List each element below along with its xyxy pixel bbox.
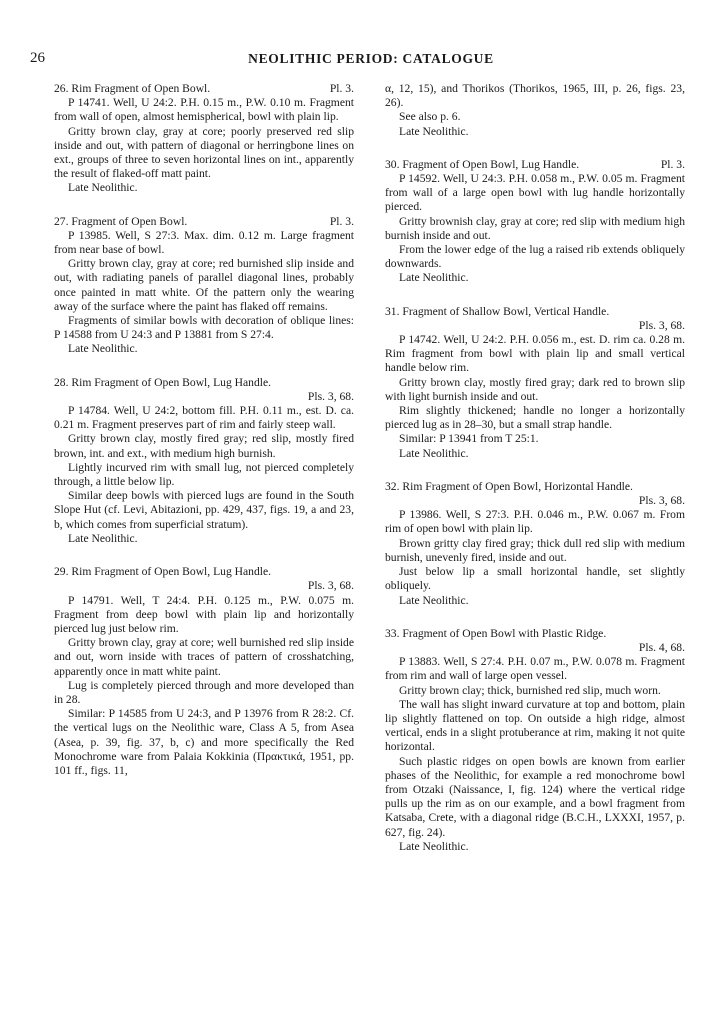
plate-ref: Pl. 3. bbox=[329, 214, 354, 228]
plate-ref: Pl. 3. bbox=[660, 157, 685, 171]
entry-30 bbox=[385, 158, 685, 286]
plate-ref: Pls. 3, 68. bbox=[307, 579, 354, 593]
entry-title: 32. Rim Fragment of Open Bowl, Horizontal Handle. bbox=[385, 479, 633, 493]
plate-ref: Pls. 3, 68. bbox=[307, 389, 354, 403]
entry-period: Late Neolithic. bbox=[68, 181, 138, 195]
entry-paragraph: Such plastic ridges on open bowls are known from earlier phases of the Neolithic, for example a red monochrome bowl from Otzaki (Naissance, I, fig. 124) where the vertical ridge pulls up the rim as on our example, and a bowl fragment from Katsaba, Crete, with a diagonal ridge (B.C.H., LXXXI, 1957, p. 627, fig. 24). bbox=[385, 754, 685, 839]
right-column bbox=[385, 82, 685, 873]
entry-paragraph: Rim slightly thickened; handle no longer a horizontally pierced lug as in 28–30, but a small strap handle. bbox=[385, 404, 685, 432]
entry-27 bbox=[54, 215, 354, 357]
page-number: 26 bbox=[30, 50, 45, 66]
entry-paragraph: P 14741. Well, U 24:2. P.H. 0.15 m., P.W. 0.10 m. Fragment from wall of open, almost hemispherical, bowl with plain lip. bbox=[54, 96, 354, 124]
entry-paragraph: P 14742. Well, U 24:2. P.H. 0.056 m., est. D. rim ca. 0.28 m. Rim fragment from bowl with plain lip and small vertical handle below rim. bbox=[385, 333, 685, 375]
plate-ref: Pls. 3, 68. bbox=[638, 494, 685, 508]
page-header bbox=[30, 50, 692, 70]
entry-paragraph: Fragments of similar bowls with decoration of oblique lines: P 14588 from U 24:3 and P 13881 from S 27:4. bbox=[54, 314, 354, 342]
entry-31 bbox=[385, 305, 685, 461]
running-head: NEOLITHIC PERIOD: CATALOGUE bbox=[248, 51, 494, 66]
entry-title: 30. Fragment of Open Bowl, Lug Handle. bbox=[385, 157, 580, 171]
entry-paragraph: Just below lip a small horizontal handle, set slightly obliquely. bbox=[385, 565, 685, 593]
entry-paragraph: Lightly incurved rim with small lug, not pierced completely through, a little below lip. bbox=[54, 460, 354, 489]
entry-period: Late Neolithic. bbox=[399, 446, 469, 460]
entry-paragraph: Gritty brown clay; thick, burnished red slip, much worn. bbox=[399, 683, 661, 697]
entry-32 bbox=[385, 480, 685, 608]
entry-26 bbox=[54, 82, 354, 196]
entry-title: 26. Rim Fragment of Open Bowl. bbox=[54, 82, 211, 95]
entry-period: Late Neolithic. bbox=[399, 124, 469, 138]
plate-ref: Pl. 3. bbox=[329, 82, 354, 95]
entry-paragraph: Similar: P 14585 from U 24:3, and P 13976 from R 28:2. Cf. the vertical lugs on the Neolithic ware, Class A 5, from Asea (Asea, p. 39, fig. 37, b, c) and more specifically the Red Monochrome ware from Palaia Kokkinia (Πρακτικά, 1951, pp. 101 ff., figs. 11, bbox=[54, 707, 354, 777]
entry-paragraph: See also p. 6. bbox=[399, 110, 461, 124]
entry-paragraph: α, 12, 15), and Thorikos (Thorikos, 1965, III, p. 26, figs. 23, 26). bbox=[385, 82, 685, 110]
entry-title: 31. Fragment of Shallow Bowl, Vertical Handle. bbox=[385, 304, 610, 318]
entry-paragraph: P 14592. Well, U 24:3. P.H. 0.058 m., P.W. 0.05 m. Fragment from wall of a large open bowl with lug handle horizontally pierced. bbox=[385, 172, 685, 214]
entry-paragraph: Gritty brownish clay, gray at core; red slip with medium high burnish inside and out. bbox=[385, 214, 685, 242]
entry-paragraph: Gritty brown clay, gray at core; well burnished red slip inside and out, worn inside with traces of pattern of crosshatching, apparently once in matt white paint. bbox=[54, 636, 354, 678]
entry-paragraph: Lug is completely pierced through and more developed than in 28. bbox=[54, 678, 354, 706]
entry-paragraph: P 14784. Well, U 24:2, bottom fill. P.H. 0.11 m., est. D. ca. 0.21 m. Fragment preserves part of rim and fairly steep wall. bbox=[54, 404, 354, 432]
entry-title: 27. Fragment of Open Bowl. bbox=[54, 214, 188, 228]
entry-period: Late Neolithic. bbox=[68, 531, 138, 545]
entry-paragraph: Gritty brown clay, gray at core; red burnished slip inside and out, with radiating panels of parallel diagonal lines, probably once painted in matt white. Of the pattern only the wearing away of the surface where the paint has flaked off remains. bbox=[54, 257, 354, 313]
plate-ref: Pls. 3, 68. bbox=[638, 318, 685, 332]
entry-33 bbox=[385, 627, 685, 854]
entry-paragraph: Gritty brown clay, mostly fired gray; red slip, mostly fired brown, int. and ext., with medium high burnish. bbox=[54, 432, 354, 460]
entry-29-continued bbox=[385, 82, 685, 139]
entry-29 bbox=[54, 565, 354, 778]
entry-paragraph: P 13883. Well, S 27:4. P.H. 0.07 m., P.W. 0.078 m. Fragment from rim and wall of large open vessel. bbox=[385, 655, 685, 683]
entry-28 bbox=[54, 376, 354, 546]
entry-paragraph: From the lower edge of the lug a raised rib extends obliquely downwards. bbox=[385, 243, 685, 271]
entry-period: Late Neolithic. bbox=[399, 271, 469, 285]
entry-paragraph: Similar deep bowls with pierced lugs are found in the South Slope Hut (cf. Levi, Abitazioni, pp. 429, 437, figs. 19, a and 23, b, which comes from superficial stratum). bbox=[54, 489, 354, 531]
entry-paragraph: The wall has slight inward curvature at top and bottom, plain lip slightly flattened on top. On outside a high ridge, almost vertical, ends in a slight protuberance at rim, making it not quite horizontal. bbox=[385, 697, 685, 754]
entry-paragraph: Gritty brown clay, gray at core; poorly preserved red slip inside and out, with pattern of diagonal or herringbone lines on ext., groups of three to seven horizontal lines on int., apparently the result of flaked-off matt paint. bbox=[54, 124, 354, 181]
entry-paragraph: P 13985. Well, S 27:3. Max. dim. 0.12 m. Large fragment from near base of bowl. bbox=[54, 228, 354, 257]
entry-title: 33. Fragment of Open Bowl with Plastic Ridge. bbox=[385, 626, 607, 640]
entry-paragraph: Gritty brown clay, mostly fired gray; dark red to brown slip with light burnish inside and out. bbox=[385, 375, 685, 403]
entry-paragraph: Similar: P 13941 from T 25:1. bbox=[399, 432, 539, 446]
plate-ref: Pls. 4, 68. bbox=[638, 640, 685, 654]
entry-title: 28. Rim Fragment of Open Bowl, Lug Handle. bbox=[54, 375, 272, 389]
entry-paragraph: Brown gritty clay fired gray; thick dull red slip with medium burnish, unevenly fired, inside and out. bbox=[385, 536, 685, 564]
left-column bbox=[54, 82, 354, 797]
entry-period: Late Neolithic. bbox=[68, 342, 138, 356]
entry-paragraph: P 14791. Well, T 24:4. P.H. 0.125 m., P.W. 0.075 m. Fragment from deep bowl with plain lip and horizontally pierced lug just below rim. bbox=[54, 593, 354, 635]
entry-paragraph: P 13986. Well, S 27:3. P.H. 0.046 m., P.W. 0.067 m. From rim of open bowl with plain lip. bbox=[385, 508, 685, 536]
entry-period: Late Neolithic. bbox=[399, 839, 469, 853]
entry-title: 29. Rim Fragment of Open Bowl, Lug Handle. bbox=[54, 565, 272, 579]
entry-period: Late Neolithic. bbox=[399, 593, 469, 607]
